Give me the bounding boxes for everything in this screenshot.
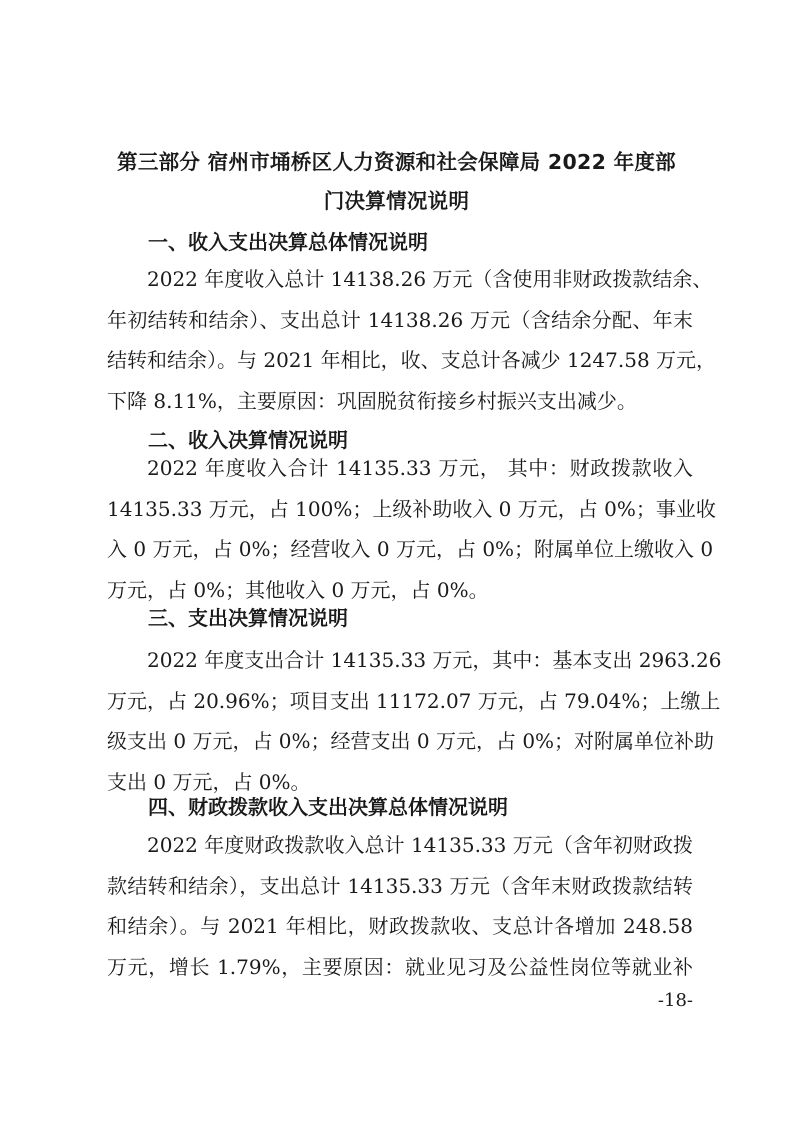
section-heading-income-expenditure-overview: 一、收入支出决算总体情况说明 [148,230,428,254]
paragraph-line: 万元，增长 1.79%，主要原因：就业见习及公益性岗位等就业补 [107,954,693,979]
document-title [100,143,693,221]
section-heading-income: 二、收入决算情况说明 [148,428,348,452]
section-paragraph-income-expenditure-overview [107,259,717,421]
section-paragraph-fiscal-appropriation-overview [107,825,693,987]
paragraph-line: 入 0 万元，占 0%；经营收入 0 万元，占 0%；附属单位上缴收入 0 [107,537,714,561]
page-number: -18- [657,990,693,1011]
paragraph-line: 支出 0 万元，占 0%。 [107,769,311,794]
title-line-2: 门决算情况说明 [323,189,470,213]
paragraph-line: 万元，占 20.96%；项目支出 11172.07 万元，占 79.04%；上缴上 [107,688,721,713]
paragraph-line: 2022 年度支出合计 14135.33 万元，其中：基本支出 2963.26 [147,648,722,672]
title-line-1: 第三部分 宿州市埇桥区人力资源和社会保障局 2022 年度部 [117,150,676,174]
paragraph-line: 和结余）。与 2021 年相比，财政拨款收、支总计各增加 248.58 [107,914,693,938]
paragraph-line: 2022 年度收入总计 14138.26 万元（含使用非财政拨款结余、 [147,267,713,291]
paragraph-line: 结转和结余）。与 2021 年相比，收、支总计各减少 1247.58 万元， [107,348,717,372]
paragraph-line: 2022 年度财政拨款收入总计 14135.33 万元（含年初财政拨 [147,833,693,857]
section-heading-expenditure: 三、支出决算情况说明 [148,606,348,630]
section-paragraph-income [107,448,716,610]
paragraph-line: 万元，占 0%；其他收入 0 万元，占 0%。 [107,577,489,602]
paragraph-line: 2022 年度收入合计 14135.33 万元， 其中：财政拨款收入 [147,456,693,480]
paragraph-line: 14135.33 万元，占 100%；上级补助收入 0 万元，占 0%；事业收 [107,496,716,521]
paragraph-line: 款结转和结余），支出总计 14135.33 万元（含年末财政拨款结转 [107,873,693,898]
paragraph-line: 年初结转和结余）、支出总计 14138.26 万元（含结余分配、年末 [107,307,693,332]
section-heading-fiscal-appropriation-overview: 四、财政拨款收入支出决算总体情况说明 [148,795,508,819]
paragraph-line: 级支出 0 万元，占 0%；经营支出 0 万元，占 0%；对附属单位补助 [107,729,715,753]
paragraph-line: 下降 8.11%，主要原因：巩固脱贫衔接乡村振兴支出减少。 [107,388,637,413]
section-paragraph-expenditure [107,640,722,802]
